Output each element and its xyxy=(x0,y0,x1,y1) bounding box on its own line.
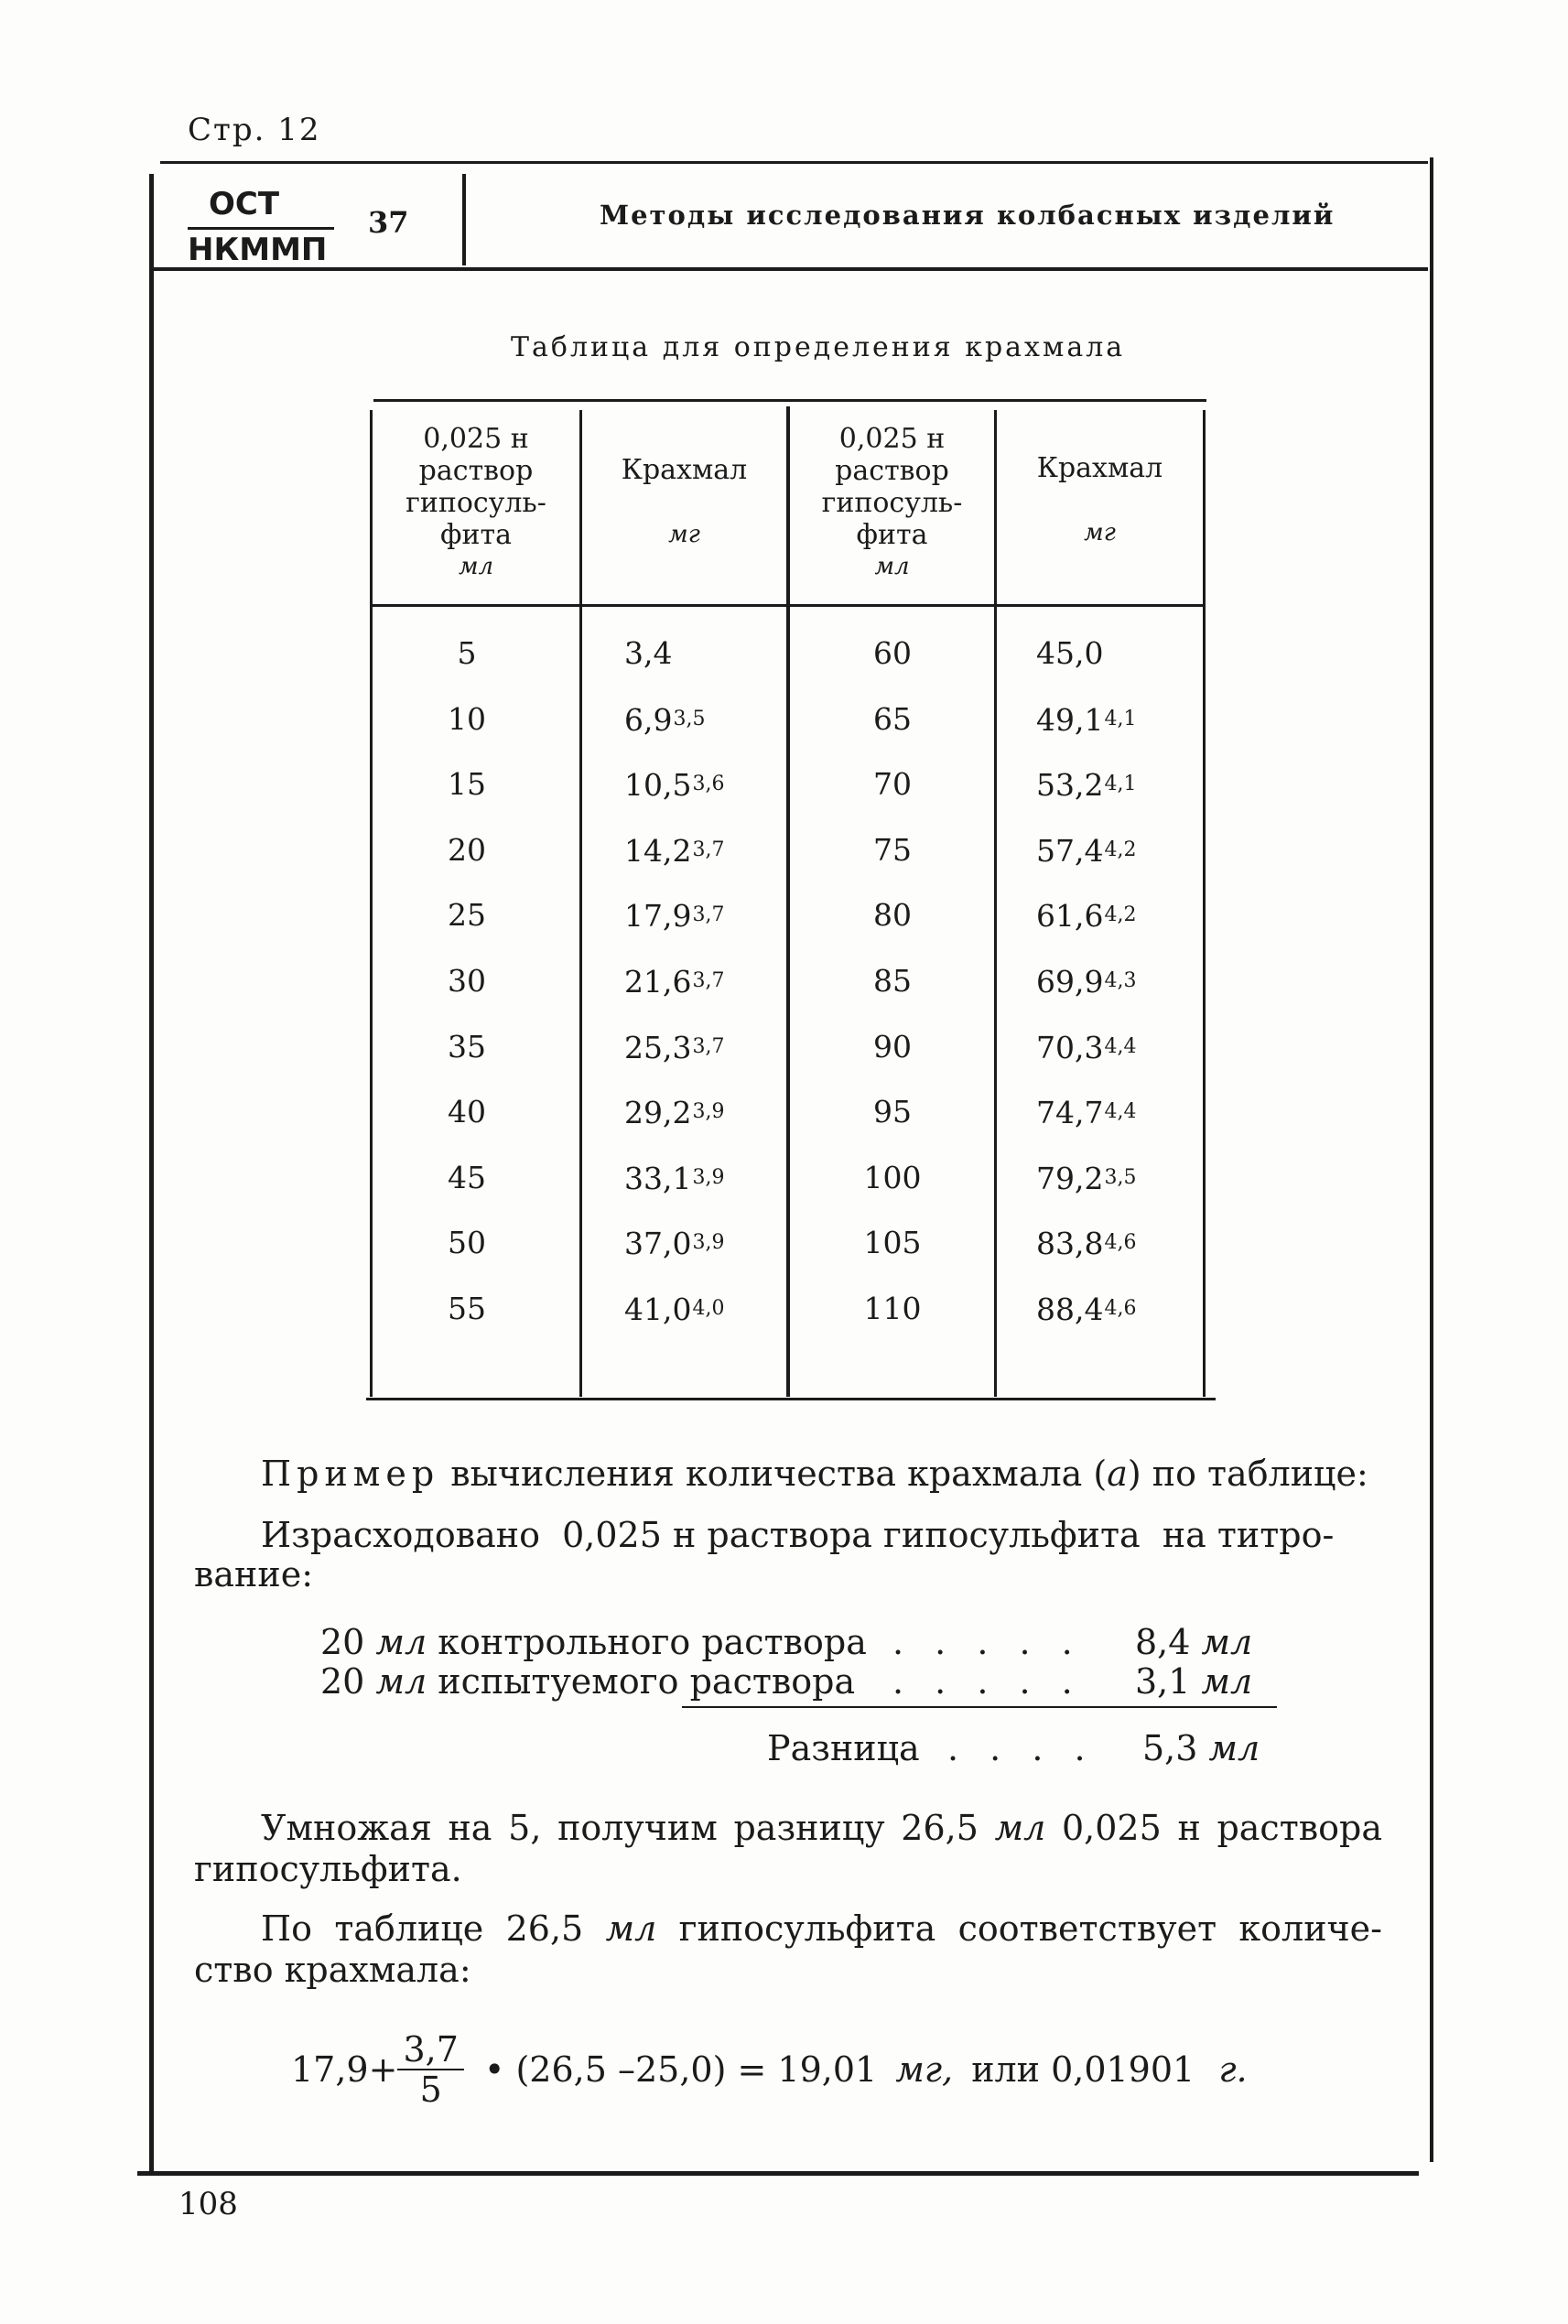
starch-difference: 4,1 xyxy=(1104,707,1137,730)
table-cell-mg-left xyxy=(624,1145,724,1211)
example-heading-spaced: Пример xyxy=(261,1454,440,1494)
starch-difference: 3,7 xyxy=(692,838,725,861)
table-col-rule-1 xyxy=(579,410,582,1397)
starch-value: 79,2 xyxy=(1036,1160,1104,1196)
example-heading-var: a xyxy=(1107,1454,1128,1494)
difference-value xyxy=(1142,1728,1260,1768)
table-cell-mg-right xyxy=(1036,817,1136,883)
starch-value: 45,0 xyxy=(1036,635,1104,671)
header-starch-left xyxy=(582,454,786,551)
starch-difference: 3,7 xyxy=(692,969,725,992)
document-title: Методы исследования колбасных изделий xyxy=(600,200,1336,231)
table-cell-mg-right xyxy=(1036,1145,1136,1211)
table-cell-ml-left: 20 xyxy=(448,831,486,868)
starch-value: 41,0 xyxy=(624,1292,692,1327)
starch-difference: 4,2 xyxy=(1104,838,1137,861)
header-starch-unit: мг xyxy=(1084,519,1116,546)
starch-value: 33,1 xyxy=(624,1160,692,1196)
difference-value-unit: мл xyxy=(1208,1728,1260,1768)
table-cell-mg-left xyxy=(624,882,724,948)
formula-rest: • (26,5 –25,0) = 19,01 xyxy=(483,2049,878,2090)
lookup-a: По таблице 26,5 xyxy=(261,1908,584,1949)
lookup-line-1 xyxy=(261,1908,1382,1949)
table-cell-mg-right xyxy=(1036,1210,1136,1276)
starch-difference: 3,7 xyxy=(692,903,725,927)
starch-difference: 3,6 xyxy=(692,773,725,796)
sum-rule xyxy=(682,1706,1277,1708)
header-solution-right xyxy=(790,423,994,583)
header-separator xyxy=(462,174,466,265)
table-cell-ml-right: 80 xyxy=(873,897,912,934)
control-unit: мл xyxy=(375,1622,427,1662)
example-heading-rest: вычисления количества крахмала ( xyxy=(450,1454,1108,1494)
starch-value: 21,6 xyxy=(624,964,692,1000)
difference-value-num: 5,3 xyxy=(1142,1728,1198,1768)
table-cell-ml-right: 75 xyxy=(873,831,912,868)
formula xyxy=(291,2030,1248,2109)
starch-value: 83,8 xyxy=(1036,1226,1104,1262)
test-label: испытуемого раствора xyxy=(438,1661,856,1702)
table-cell-mg-left xyxy=(624,751,724,817)
lookup-unit: мл xyxy=(605,1908,657,1949)
header-solution-line: фита xyxy=(440,519,512,551)
table-col-rule-3 xyxy=(994,410,997,1397)
spent-line-1: Израсходовано 0,025 н раствора гипосульфита на титро- xyxy=(261,1515,1335,1555)
header-solution-line: раствор xyxy=(418,455,534,487)
header-solution-left xyxy=(373,423,579,583)
header-solution-line: фита xyxy=(856,519,928,551)
starch-value: 25,3 xyxy=(624,1029,692,1065)
table-cell-ml-right: 65 xyxy=(873,700,912,737)
starch-value: 10,5 xyxy=(624,767,692,804)
table-cell-ml-left: 15 xyxy=(448,766,486,803)
starch-value: 49,1 xyxy=(1036,701,1104,738)
frame-left-border xyxy=(149,174,154,2171)
control-value-num: 8,4 xyxy=(1135,1622,1191,1662)
starch-value: 14,2 xyxy=(624,832,692,869)
multiply-line-2: гипосульфита. xyxy=(194,1849,462,1889)
header-solution-unit: мл xyxy=(874,553,910,580)
table-cell-mg-right xyxy=(1036,621,1103,686)
table-cell-ml-left: 30 xyxy=(448,963,486,999)
table-cell-mg-left xyxy=(624,1210,724,1276)
table-cell-mg-left xyxy=(624,1079,724,1145)
table-right-rule xyxy=(1203,410,1206,1397)
table-cell-mg-right xyxy=(1036,882,1136,948)
multiply-unit: мл xyxy=(994,1808,1046,1848)
table-cell-mg-right xyxy=(1036,751,1136,817)
test-value xyxy=(1135,1661,1252,1702)
table-cell-mg-right xyxy=(1036,686,1136,752)
starch-difference: 4,4 xyxy=(1104,1100,1137,1124)
test-dots: . . . . . xyxy=(892,1661,1083,1702)
table-title: Таблица для определения крахмала xyxy=(511,331,1126,363)
starch-value: 57,4 xyxy=(1036,832,1104,869)
header-solution-line: 0,025 н xyxy=(423,423,529,455)
starch-difference: 4,2 xyxy=(1104,903,1137,927)
table-cell-ml-right: 100 xyxy=(863,1159,922,1195)
table-cell-mg-right xyxy=(1036,1276,1136,1342)
starch-value: 74,7 xyxy=(1036,1095,1104,1131)
multiply-b: 0,025 н раствора xyxy=(1061,1808,1382,1848)
control-value xyxy=(1135,1622,1252,1662)
test-num: 20 xyxy=(320,1661,365,1702)
standard-number: 37 xyxy=(368,205,409,240)
formula-or: или 0,01901 xyxy=(971,2049,1195,2090)
table-cell-ml-left: 50 xyxy=(448,1225,486,1261)
formula-fraction xyxy=(397,2030,463,2109)
difference-dots: . . . . xyxy=(947,1728,1096,1768)
formula-numerator: 3,7 xyxy=(397,2030,463,2070)
table-cell-mg-left xyxy=(624,621,672,686)
formula-base: 17,9+ xyxy=(291,2049,398,2090)
lookup-line-2: ство крахмала: xyxy=(194,1950,471,1990)
header-solution-unit: мл xyxy=(458,553,494,580)
table-cell-ml-left: 45 xyxy=(448,1159,486,1195)
table-cell-ml-left: 55 xyxy=(448,1291,486,1326)
starch-difference: 4,0 xyxy=(692,1297,725,1320)
starch-value: 29,2 xyxy=(624,1095,692,1131)
control-label: контрольного раствора xyxy=(438,1622,867,1662)
lookup-b: гипосульфита соответствует количе- xyxy=(678,1908,1382,1949)
example-heading xyxy=(261,1454,1368,1494)
starch-difference: 4,4 xyxy=(1104,1034,1137,1058)
starch-value: 17,9 xyxy=(624,898,692,935)
table-cell-mg-right xyxy=(1036,1079,1136,1145)
header-starch-label: Крахмал xyxy=(1036,452,1163,484)
starch-value: 61,6 xyxy=(1036,898,1104,935)
starch-difference: 3,9 xyxy=(692,1100,725,1124)
header-top-rule xyxy=(160,161,1428,164)
standard-fraction-line xyxy=(188,227,334,230)
header-starch-right xyxy=(997,452,1203,549)
table-cell-ml-right: 70 xyxy=(873,766,912,803)
starch-difference: 3,9 xyxy=(692,1165,725,1189)
table-cell-mg-left xyxy=(624,817,724,883)
table-cell-ml-right: 85 xyxy=(873,963,912,999)
page-number: 108 xyxy=(178,2186,238,2222)
control-dots: . . . . . xyxy=(892,1622,1083,1662)
test-value-num: 3,1 xyxy=(1135,1661,1191,1702)
table-cell-ml-left: 5 xyxy=(457,635,477,671)
test-line xyxy=(320,1661,855,1702)
header-solution-line: раствор xyxy=(835,455,949,487)
control-value-unit: мл xyxy=(1201,1622,1253,1662)
starch-value: 6,9 xyxy=(624,701,673,738)
starch-value: 37,0 xyxy=(624,1226,692,1262)
standard-nkmmp: НКММП xyxy=(188,232,328,268)
table-bottom-rule xyxy=(366,1398,1216,1400)
table-cell-ml-right: 90 xyxy=(873,1028,912,1065)
table-cell-ml-left: 25 xyxy=(448,897,486,934)
table-cell-mg-left xyxy=(624,1276,724,1342)
example-heading-end: ) по таблице: xyxy=(1127,1454,1368,1494)
table-cell-ml-right: 105 xyxy=(863,1225,922,1261)
table-cell-mg-left xyxy=(624,686,705,752)
header-solution-line: гипосуль- xyxy=(821,487,963,519)
frame-bottom-border xyxy=(137,2171,1419,2176)
starch-value: 70,3 xyxy=(1036,1029,1104,1065)
starch-difference: 4,1 xyxy=(1104,773,1137,796)
frame-right-border xyxy=(1430,157,1433,2162)
table-cell-mg-left xyxy=(624,1014,724,1080)
multiply-a: Умножая на 5, получим разницу 26,5 xyxy=(261,1808,979,1848)
control-num: 20 xyxy=(320,1622,365,1662)
starch-value: 69,9 xyxy=(1036,964,1104,1000)
table-top-rule xyxy=(373,399,1206,402)
starch-value: 53,2 xyxy=(1036,767,1104,804)
table-cell-ml-left: 35 xyxy=(448,1028,486,1065)
starch-difference: 3,7 xyxy=(692,1034,725,1058)
formula-denominator: 5 xyxy=(419,2070,442,2110)
starch-difference: 4,6 xyxy=(1104,1297,1137,1320)
test-unit: мл xyxy=(375,1661,427,1702)
formula-unit-g: г. xyxy=(1218,2049,1248,2090)
table-cell-ml-left: 10 xyxy=(448,700,486,737)
multiply-line-1 xyxy=(261,1808,1382,1848)
table-cell-ml-right: 60 xyxy=(873,635,912,671)
starch-value: 3,4 xyxy=(624,635,673,671)
starch-difference: 3,9 xyxy=(692,1231,725,1255)
starch-difference: 3,5 xyxy=(1104,1165,1137,1189)
starch-table xyxy=(366,399,1216,1400)
header-bottom-rule xyxy=(151,267,1428,271)
starch-value: 88,4 xyxy=(1036,1292,1104,1327)
page-label: Стр. 12 xyxy=(188,112,321,148)
starch-difference: 3,5 xyxy=(673,707,706,730)
table-cell-mg-right xyxy=(1036,948,1136,1014)
starch-difference: 4,6 xyxy=(1104,1231,1137,1255)
header-starch-unit: мг xyxy=(668,521,700,548)
test-value-unit: мл xyxy=(1201,1661,1253,1702)
header-starch-label: Крахмал xyxy=(621,454,748,486)
header-solution-line: гипосуль- xyxy=(406,487,546,519)
header-solution-line: 0,025 н xyxy=(838,423,946,455)
starch-difference: 4,3 xyxy=(1104,969,1137,992)
table-cell-ml-left: 40 xyxy=(448,1094,486,1130)
table-cell-mg-right xyxy=(1036,1014,1136,1080)
formula-unit-mg: мг, xyxy=(895,2049,954,2090)
table-cell-ml-right: 95 xyxy=(873,1094,912,1130)
table-cell-ml-right: 110 xyxy=(863,1291,922,1326)
difference-label: Разница xyxy=(767,1728,920,1768)
spent-line-2: вание: xyxy=(194,1554,313,1594)
standard-ost: ОСТ xyxy=(209,186,280,222)
table-cell-mg-left xyxy=(624,948,724,1014)
control-line xyxy=(320,1622,867,1662)
